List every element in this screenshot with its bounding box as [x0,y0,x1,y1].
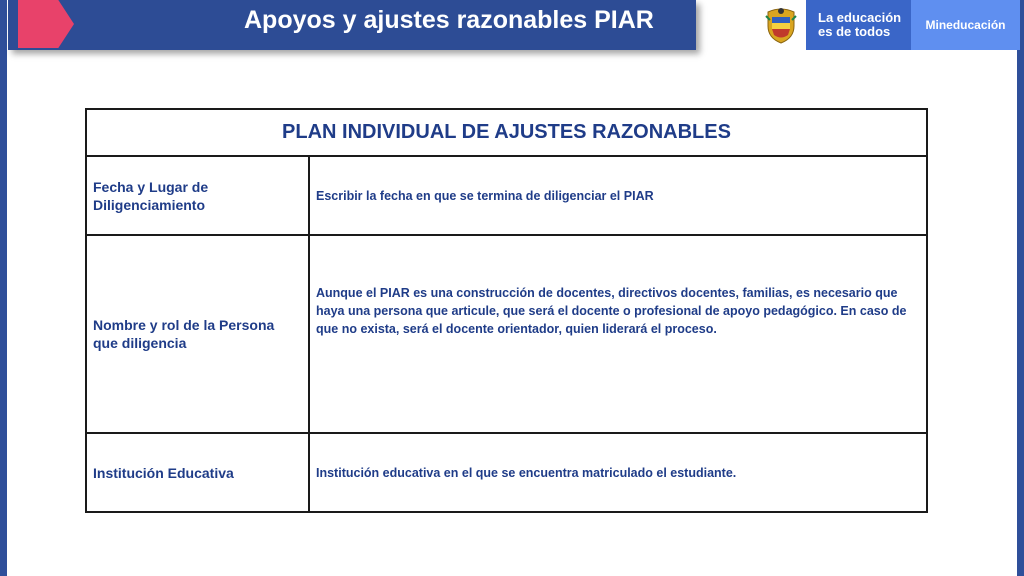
row-value-institution: Institución educativa en el que se encuentra matriculado el estudiante. [309,433,927,512]
arrow-icon [18,0,74,48]
government-logo-block [756,0,1020,50]
ministry-label: Mineducación [911,0,1020,50]
plan-title: PLAN INDIVIDUAL DE AJUSTES RAZONABLES [86,109,927,156]
table-row [86,433,927,512]
slogan-line-2: es de todos [818,24,891,39]
table-row [86,156,927,235]
title-banner [8,0,696,50]
row-label-date: Fecha y Lugar de Diligenciamiento [86,156,309,235]
left-border-bar [0,0,7,576]
row-value-date: Escribir la fecha en que se termina de diligenciar el PIAR [309,156,927,235]
row-value-person: Aunque el PIAR es una construcción de docentes, directivos docentes, familias, es necesario que haya una persona que articule, que será el docente o profesional de apoyo pedagógico. En caso de que no exista, será el docente orientador, quien liderará el proceso. [309,235,927,433]
slide-title: Apoyos y ajustes razonables PIAR [244,6,654,34]
slogan-line-1: La educación [818,10,902,25]
row-label-institution: Institución Educativa [86,433,309,512]
right-border-bar [1017,0,1024,576]
row-label-person: Nombre y rol de la Persona que diligencia [86,235,309,433]
coat-of-arms-icon [756,0,806,50]
piar-table [85,108,928,513]
slogan-box [806,0,911,50]
table-row [86,235,927,433]
